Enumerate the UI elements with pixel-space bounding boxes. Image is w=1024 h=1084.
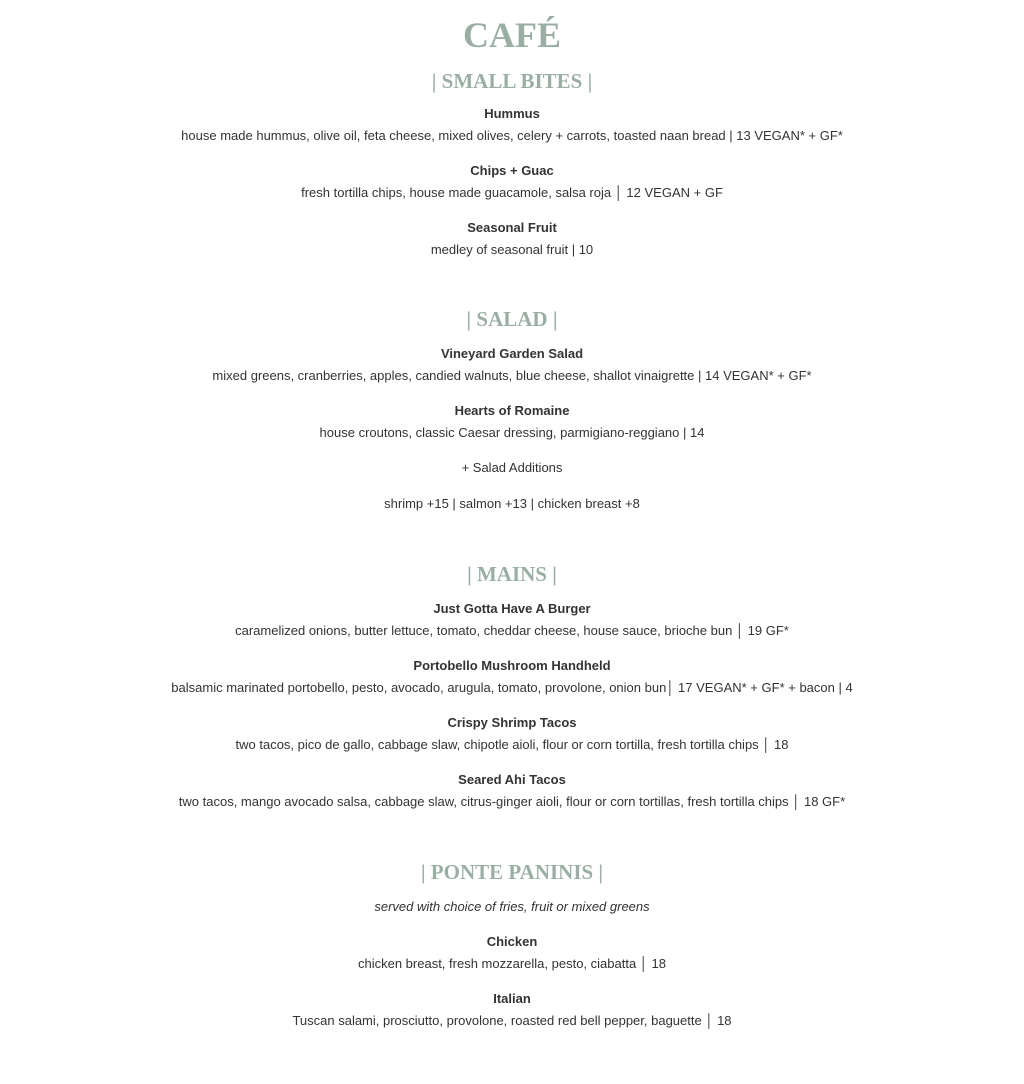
item-description: two tacos, mango avocado salsa, cabbage slaw, citrus-ginger aioli, flour or corn tortillas, fresh tortilla chips │ 18 GF* bbox=[178, 794, 846, 809]
item-name: Seasonal Fruit bbox=[467, 220, 557, 235]
menu-item-seared-ahi-tacos bbox=[0, 772, 1024, 810]
salad-additions-list: shrimp +15 | salmon +13 | chicken breast +8 bbox=[384, 496, 640, 511]
page-title: CAFÉ bbox=[463, 15, 561, 55]
item-name: Vineyard Garden Salad bbox=[440, 346, 584, 361]
menu-item-vineyard-garden-salad bbox=[0, 346, 1024, 384]
section-heading-mains: | MAINS | bbox=[467, 562, 557, 586]
menu-item-hearts-of-romaine bbox=[0, 403, 1024, 441]
item-name: Crispy Shrimp Tacos bbox=[447, 715, 577, 730]
item-description: house croutons, classic Caesar dressing, parmigiano-reggiano | 14 bbox=[319, 425, 705, 440]
menu-item-burger bbox=[0, 601, 1024, 639]
item-name: Hearts of Romaine bbox=[454, 403, 570, 418]
item-description: balsamic marinated portobello, pesto, avocado, arugula, tomato, provolone, onion bun│ 17 VEGAN* + GF* + bacon | 4 bbox=[171, 680, 853, 695]
menu-item-chips-guac bbox=[0, 163, 1024, 201]
item-name: Chips + Guac bbox=[470, 163, 554, 178]
menu-item-seasonal-fruit bbox=[0, 220, 1024, 258]
item-name: Hummus bbox=[484, 106, 540, 121]
menu-item-portobello-handheld bbox=[0, 658, 1024, 696]
item-description: house made hummus, olive oil, feta cheese, mixed olives, celery + carrots, toasted naan bread | 13 VEGAN* + GF* bbox=[181, 128, 843, 143]
item-description: Tuscan salami, prosciutto, provolone, roasted red bell pepper, baguette │ 18 bbox=[292, 1013, 732, 1028]
item-name: Chicken bbox=[486, 934, 538, 949]
item-description: two tacos, pico de gallo, cabbage slaw, chipotle aioli, flour or corn tortilla, fresh tortilla chips │ 18 bbox=[235, 737, 789, 752]
item-description: mixed greens, cranberries, apples, candied walnuts, blue cheese, shallot vinaigrette | 14 VEGAN* + GF* bbox=[212, 368, 812, 383]
menu-item-crispy-shrimp-tacos bbox=[0, 715, 1024, 753]
item-name: Just Gotta Have A Burger bbox=[433, 601, 591, 616]
item-name: Italian bbox=[493, 991, 531, 1006]
menu-item-hummus bbox=[0, 106, 1024, 144]
salad-additions-heading: + Salad Additions bbox=[461, 460, 563, 475]
item-description: caramelized onions, butter lettuce, tomato, cheddar cheese, house sauce, brioche bun │ 19 GF* bbox=[235, 623, 789, 638]
item-description: medley of seasonal fruit | 10 bbox=[430, 242, 594, 257]
section-heading-ponte-paninis: | PONTE PANINIS | bbox=[420, 860, 604, 884]
section-heading-small-bites: | SMALL BITES | bbox=[431, 69, 593, 93]
menu-item-italian-panini bbox=[0, 991, 1024, 1029]
menu-item-chicken-panini bbox=[0, 934, 1024, 972]
item-description: fresh tortilla chips, house made guacamole, salsa roja │ 12 VEGAN + GF bbox=[301, 185, 723, 200]
section-heading-salad: | SALAD | bbox=[466, 307, 558, 331]
item-description: chicken breast, fresh mozzarella, pesto, ciabatta │ 18 bbox=[357, 956, 666, 971]
item-name: Seared Ahi Tacos bbox=[458, 772, 566, 787]
panini-side-note: served with choice of fries, fruit or mixed greens bbox=[374, 899, 650, 914]
item-name: Portobello Mushroom Handheld bbox=[413, 658, 611, 673]
